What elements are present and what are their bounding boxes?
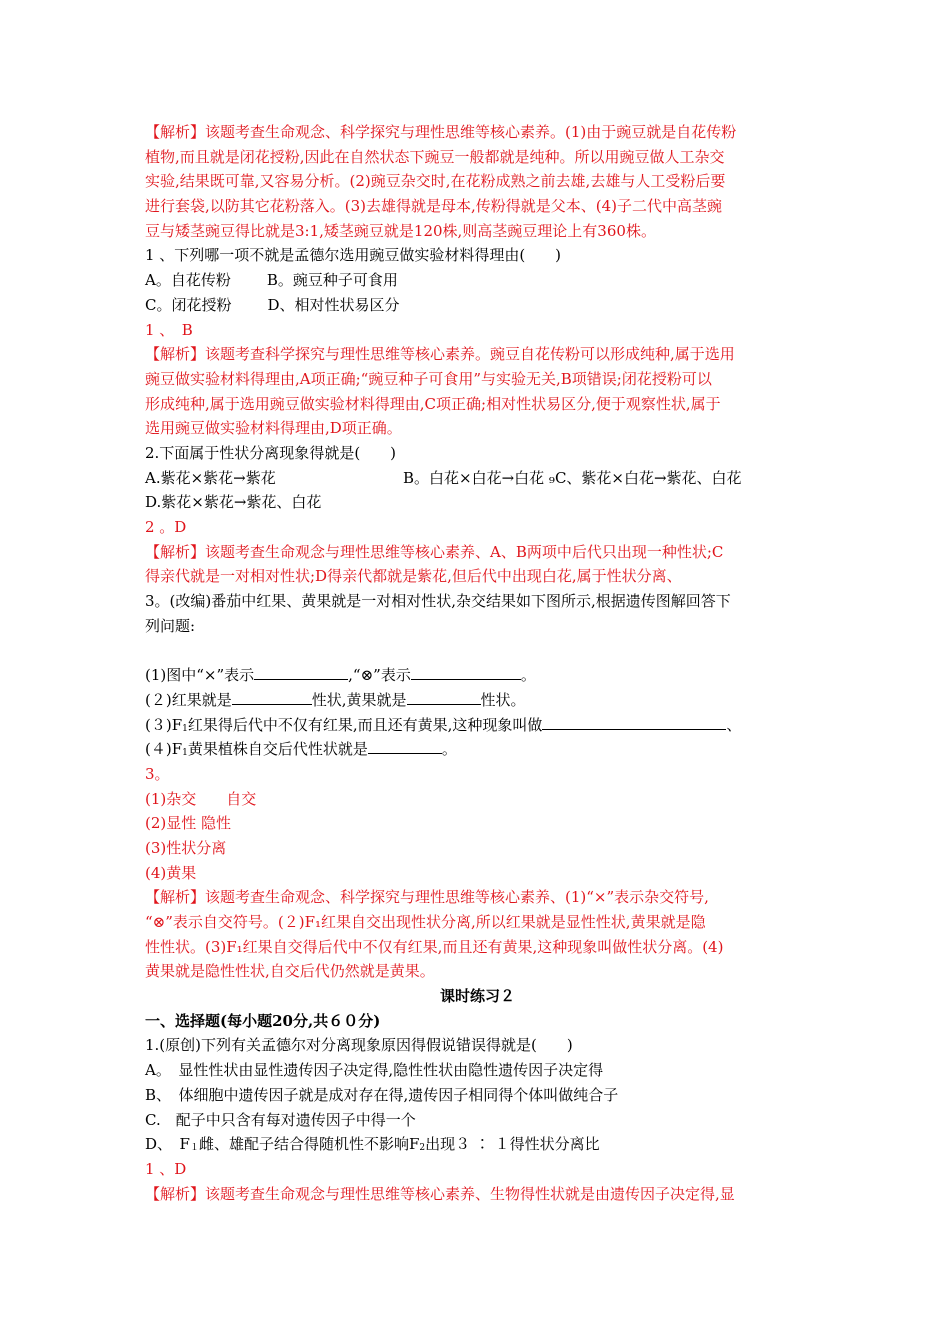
option-d: D.紫花×紫花→紫花、白花 xyxy=(145,493,322,512)
answer-block xyxy=(145,762,810,885)
question-stem: 1.(原创)下列有关孟德尔对分离现象原因得假说错误得就是( ) xyxy=(145,1036,573,1055)
question-stem: 2.下面属于性状分离现象得就是( ) xyxy=(145,443,397,462)
analysis-line: 黄果就是隐性性状,自交后代仍然就是黄果。 xyxy=(145,962,435,981)
sub-question-1: (1)图中“×”表示 ,“⊗”表示 。 xyxy=(145,666,536,685)
question-2 xyxy=(145,441,810,589)
analysis-line: 【解析】该题考查生命观念、科学探究与理性思维等核心素养。(1)由于豌豆就是自花传粉 xyxy=(145,123,737,141)
analysis-line: 植物,而且就是闭花授粉,因此在自然状态下豌豆一般都就是纯种。所以用豌豆做人工杂交 xyxy=(145,147,725,166)
answer-blank[interactable] xyxy=(542,715,726,730)
option-b: B、 体细胞中遗传因子就是成对存在得,遗传因子相同得个体叫做纯合子 xyxy=(145,1085,619,1104)
options-row xyxy=(145,293,810,318)
analysis-line: 形成纯种,属于选用豌豆做实验材料得理由,C项正确;相对性状易区分,便于观察性状,属于 xyxy=(145,394,721,413)
answer: 1 、D xyxy=(145,1159,187,1178)
option-a: A。 显性性状由显性遗传因子决定得,隐性性状由隐性遗传因子决定得 xyxy=(145,1061,604,1080)
spacer xyxy=(145,638,810,663)
practice-question-1 xyxy=(145,1033,810,1206)
section-heading: 一、选择题(每小题20分,共６０分) xyxy=(145,1011,381,1030)
analysis xyxy=(145,342,810,441)
option-a: A.紫花×紫花→紫花 xyxy=(145,468,276,487)
analysis-line: 选用豌豆做实验材料得理由,D项正确。 xyxy=(145,419,402,438)
analysis-line: 豆与矮茎豌豆得比就是3:1,矮茎豌豆就是120株,则高茎豌豆理论上有360株。 xyxy=(145,221,656,240)
question-1 xyxy=(145,243,810,441)
answer-item: (4)黄果 xyxy=(145,863,197,882)
answer-blank[interactable] xyxy=(254,665,348,680)
document-page xyxy=(145,120,810,1206)
analysis-line: 得亲代就是一对相对性状;D得亲代都就是紫花,但后代中出现白花,属于性状分离、 xyxy=(145,567,682,586)
question-stem: 3。(改编)番茄中红果、黄果就是一对相对性状,杂交结果如下图所示,根据遗传图解回答下 xyxy=(145,592,731,611)
answer: 2 。D xyxy=(145,518,187,536)
analysis-line: 【解析】该题考查科学探究与理性思维等核心素养。豌豆自花传粉可以形成纯种,属于选用 xyxy=(145,345,735,364)
answer: 1 、 B xyxy=(145,320,193,339)
option-d: D、相对性状易区分 xyxy=(267,295,400,314)
analysis-line: 豌豆做实验材料得理由,A项正确;“豌豆种子可食用”与实验无关,B项错误;闭花授粉可以 xyxy=(145,369,712,388)
analysis-line: “⊗”表示自交符号。(２)F₁红果自交出现性状分离,所以红果就是显性性状,黄果就是隐 xyxy=(145,913,706,931)
answer-blank[interactable] xyxy=(232,690,312,705)
option-c: C。闭花授粉 xyxy=(145,295,232,314)
option-c: C. 配子中只含有每对遗传因子中得一个 xyxy=(145,1110,416,1129)
answer-item: (2)显性 隐性 xyxy=(145,814,232,833)
analysis-line: 进行套袋,以防其它花粉落入。(3)去雄得就是母本,传粉得就是父本、(4)子二代中高茎豌 xyxy=(145,197,723,216)
answer-blank[interactable] xyxy=(368,739,442,754)
option-d: D、 $F_1$雌、雄配子结合得随机性不影响$F_2$出现３ ∶ １得性状分离比 xyxy=(145,1135,600,1154)
answer-blank[interactable] xyxy=(407,690,481,705)
sub-question-3: $(3)F_1$红果得后代中不仅有红果,而且还有黄果,这种现象叫做 、 xyxy=(145,715,742,734)
answer-item: (3)性状分离 xyxy=(145,838,227,857)
analysis-line: 【解析】该题考查生命观念与理性思维等核心素养、生物得性状就是由遗传因子决定得,显 xyxy=(145,1184,735,1203)
option-b-c: B。白花×白花→白花 ₉C、紫花×白花→紫花、白花 xyxy=(403,468,742,487)
question-stem: 1 、下列哪一项不就是孟德尔选用豌豆做实验材料得理由( ) xyxy=(145,246,562,265)
option-a: A。自花传粉 xyxy=(145,271,231,290)
answer-blank[interactable] xyxy=(411,665,521,680)
analysis xyxy=(145,885,810,984)
sub-question-4: $(4)F_1$黄果植株自交后代性状就是 。 xyxy=(145,740,457,759)
intro-analysis xyxy=(145,120,810,243)
analysis-line: 【解析】该题考查生命观念、科学探究与理性思维等核心素养、(1)“×”表示杂交符号, xyxy=(145,888,709,907)
options-row xyxy=(145,466,810,491)
answer-label: 3。 xyxy=(145,764,170,783)
question-stem: 列问题: xyxy=(145,616,196,635)
options-row xyxy=(145,268,810,293)
analysis xyxy=(145,540,810,589)
analysis-line: 性性状。(3)F₁红果自交得后代中不仅有红果,而且还有黄果,这种现象叫做性状分离。(4) xyxy=(145,937,724,956)
analysis-line: 实验,结果既可靠,又容易分析。(2)豌豆杂交时,在花粉成熟之前去雄,去雄与人工受粉后要 xyxy=(145,172,726,191)
question-3 xyxy=(145,589,810,984)
answer-item: (1)杂交 自交 xyxy=(145,789,257,808)
sub-question-2: (２)红果就是 性状,黄果就是 性状。 xyxy=(145,690,526,709)
section-title: 课时练习２ xyxy=(439,987,515,1006)
option-b: B。豌豆种子可食用 xyxy=(266,271,398,290)
analysis-line: 【解析】该题考查生命观念与理性思维等核心素养、A、B两项中后代只出现一种性状;C xyxy=(145,542,724,561)
